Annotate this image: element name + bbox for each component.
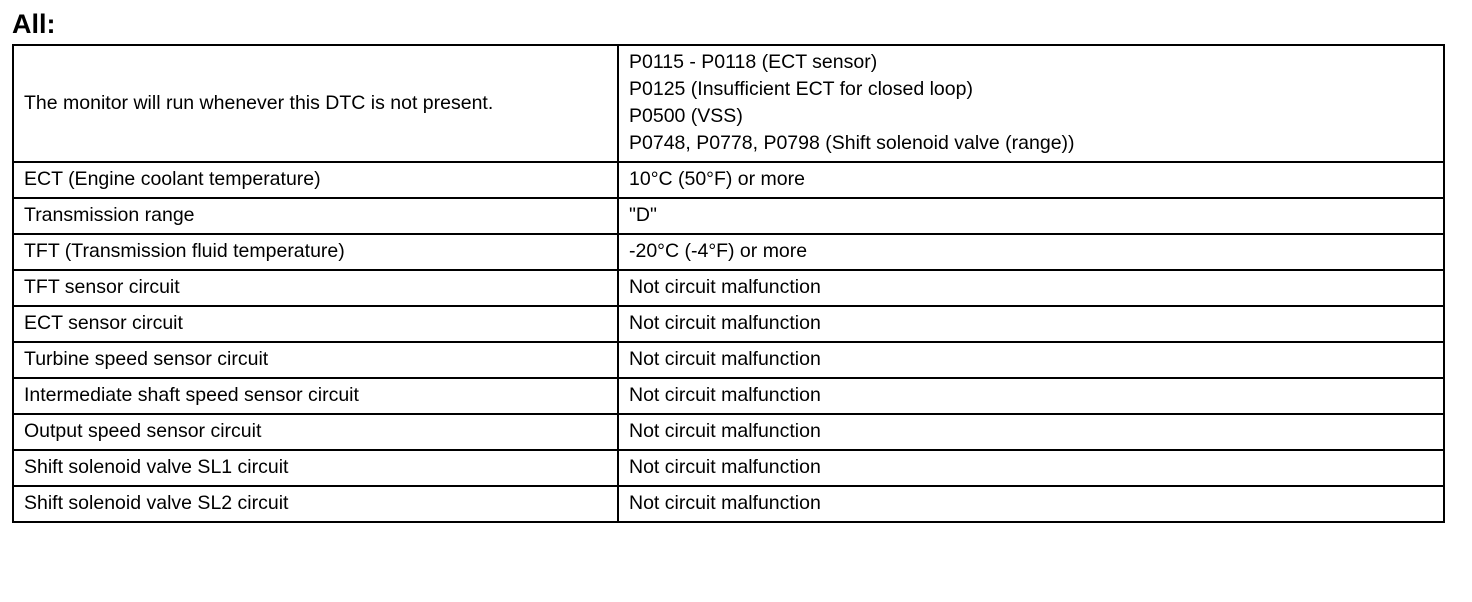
table-row bbox=[13, 342, 1444, 378]
value-cell: "D" bbox=[618, 198, 1444, 234]
condition-cell: TFT (Transmission fluid temperature) bbox=[13, 234, 618, 270]
conditions-table-body bbox=[13, 45, 1444, 522]
condition-cell: The monitor will run whenever this DTC is not present. bbox=[13, 45, 618, 162]
table-row bbox=[13, 45, 1444, 162]
table-row bbox=[13, 486, 1444, 522]
value-cell: Not circuit malfunction bbox=[618, 414, 1444, 450]
table-row bbox=[13, 450, 1444, 486]
condition-cell: Transmission range bbox=[13, 198, 618, 234]
conditions-table bbox=[12, 44, 1445, 523]
value-cell: -20°C (-4°F) or more bbox=[618, 234, 1444, 270]
condition-cell: Intermediate shaft speed sensor circuit bbox=[13, 378, 618, 414]
condition-cell: ECT sensor circuit bbox=[13, 306, 618, 342]
table-row bbox=[13, 306, 1444, 342]
table-row bbox=[13, 378, 1444, 414]
table-row bbox=[13, 414, 1444, 450]
dtc-line: P0500 (VSS) bbox=[629, 105, 743, 127]
condition-cell: ECT (Engine coolant temperature) bbox=[13, 162, 618, 198]
dtc-list-cell bbox=[618, 45, 1444, 162]
table-row bbox=[13, 234, 1444, 270]
value-cell: Not circuit malfunction bbox=[618, 378, 1444, 414]
value-cell: 10°C (50°F) or more bbox=[618, 162, 1444, 198]
table-row bbox=[13, 270, 1444, 306]
condition-cell: Shift solenoid valve SL2 circuit bbox=[13, 486, 618, 522]
table-row bbox=[13, 162, 1444, 198]
table-row bbox=[13, 198, 1444, 234]
condition-cell: Output speed sensor circuit bbox=[13, 414, 618, 450]
value-cell: Not circuit malfunction bbox=[618, 306, 1444, 342]
value-cell: Not circuit malfunction bbox=[618, 342, 1444, 378]
condition-cell: TFT sensor circuit bbox=[13, 270, 618, 306]
condition-cell: Shift solenoid valve SL1 circuit bbox=[13, 450, 618, 486]
dtc-line: P0125 (Insufficient ECT for closed loop) bbox=[629, 78, 973, 100]
value-cell: Not circuit malfunction bbox=[618, 486, 1444, 522]
dtc-line: P0115 - P0118 (ECT sensor) bbox=[629, 51, 878, 73]
dtc-line: P0748, P0778, P0798 (Shift solenoid valve (range)) bbox=[629, 132, 1075, 154]
section-heading: All: bbox=[12, 9, 56, 39]
value-cell: Not circuit malfunction bbox=[618, 270, 1444, 306]
condition-cell: Turbine speed sensor circuit bbox=[13, 342, 618, 378]
value-cell: Not circuit malfunction bbox=[618, 450, 1444, 486]
